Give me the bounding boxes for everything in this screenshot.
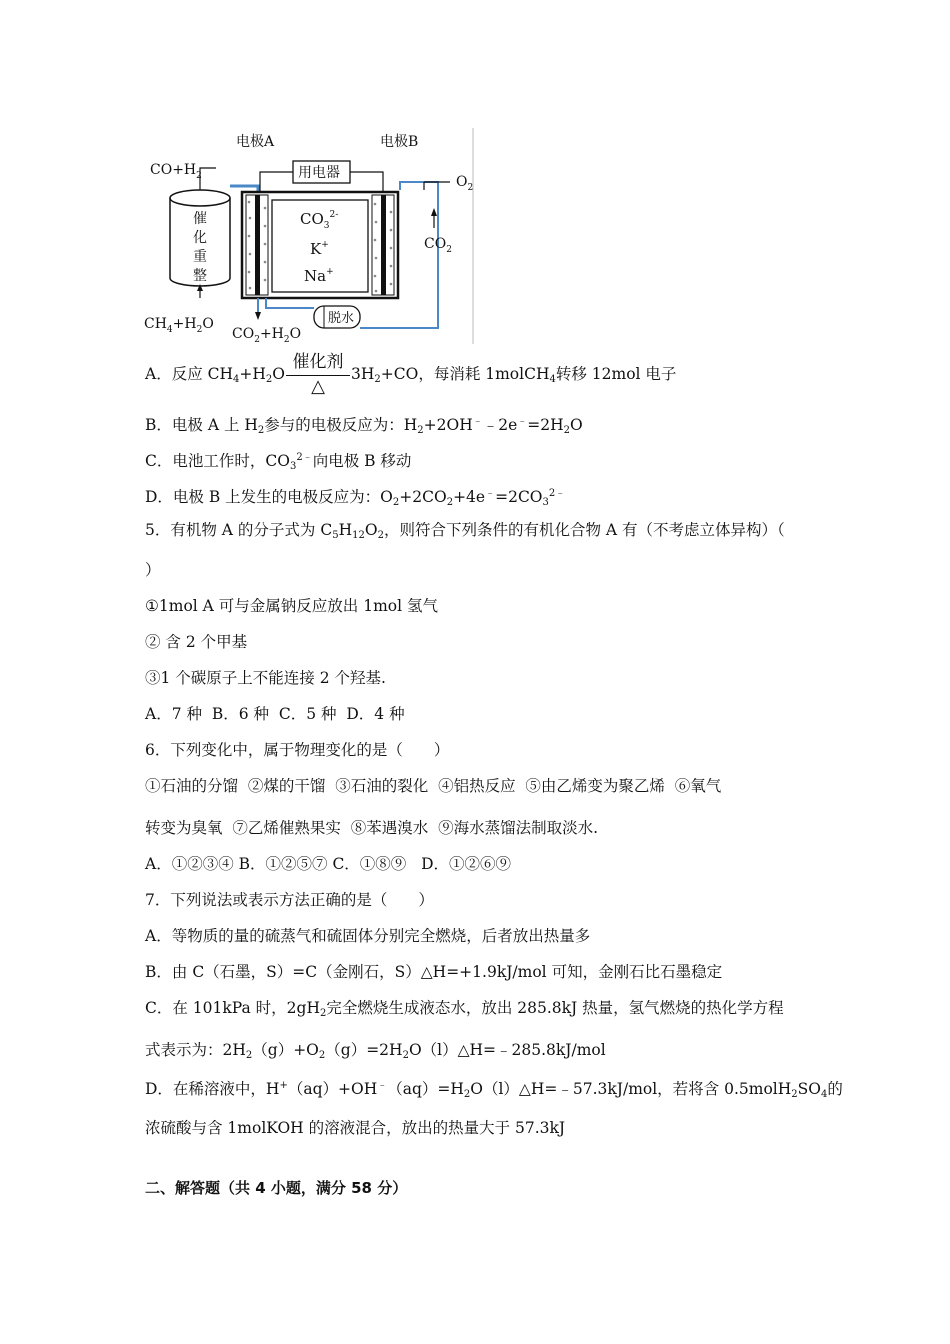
label-electrode-b: 电极B <box>380 134 419 150</box>
q7-option-b: B．由 C（石墨，S）=C（金刚石，S）△H=+1.9kJ/mol 可知，金刚石比石墨稳定 <box>145 963 723 981</box>
label-co-h2: $CO+H_2$ <box>150 162 202 181</box>
label-dehydrate: 脱水 <box>328 311 355 326</box>
label-co2-recycle: $CO_2$ <box>424 236 452 255</box>
q7-stem: 7．下列说法或表示方法正确的是（ ） <box>145 891 434 909</box>
label-o2: $O_2$ <box>456 174 474 193</box>
reformer-char-3: 重 <box>193 249 207 265</box>
reformer-char-2: 化 <box>193 230 207 246</box>
q7-option-d-line2: 浓硫酸与含 1molKOH 的溶液混合，放出的热量大于 57.3kJ <box>145 1119 566 1137</box>
catalyst-fraction: $\frac{\text{催化剂}}{\triangle}$ <box>286 352 350 398</box>
option-b: B．电极 A 上 $H_2$参与的电极反应为：$H_2+2OH^﹣﹣2e^﹣=2H_2O$ <box>145 416 583 436</box>
label-ion-sodium: Na+ <box>304 267 334 285</box>
label-co2-h2o: $CO_2+H_2O$ <box>232 326 302 344</box>
q5-stem-close: ） <box>145 561 161 579</box>
q5-stem: 5．有机物 A 的分子式为 $C_5H_{12}O_2$，则符合下列条件的有机化合物 A 有（不考虑立体异构）（ <box>145 521 785 541</box>
q6-items-line1: ①石油的分馏 ②煤的干馏 ③石油的裂化 ④铝热反应 ⑤由乙烯变为聚乙烯 ⑥氧气 <box>145 777 722 795</box>
q7-option-d: D．在稀溶液中，$H^+(aq)+OH^﹣(aq)=H_2O(l)\triangle H=﹣57.3kJ$/mol，若将含 $0.5molH_2SO_4$的 <box>145 1080 843 1100</box>
q5-options: A．7 种 B．6 种 C．5 种 D．4 种 <box>145 705 405 723</box>
q7-option-c: C．在 101kPa 时，$2gH_2$完全燃烧生成液态水，放出 285.8kJ 热量，氢气燃烧的热化学方程 <box>145 999 784 1019</box>
option-c: C．电池工作时，$CO_3^{2﹣}$向电极 B 移动 <box>145 452 412 472</box>
option-a: A．反应 $CH_4+H_2O$ $\frac{\text{催化剂}}{\triangle}$ $3H_2+CO$，每消耗 1molCH$_4$转移 12mol 电子 <box>145 352 677 397</box>
label-electrode-a: 电极A <box>236 134 275 150</box>
q5-condition-2: ② 含 2 个甲基 <box>145 633 248 651</box>
label-ch4-h2o: $CH_4+H_2O$ <box>144 316 214 335</box>
label-appliance: 用电器 <box>298 165 340 181</box>
q6-options: A．①②③④ B．①②⑤⑦ C．①⑧⑨ D．①②⑥⑨ <box>145 855 512 873</box>
section-2-heading: 二、解答题（共 4 小题，满分 58 分） <box>145 1179 408 1197</box>
q6-stem: 6．下列变化中，属于物理变化的是（ ） <box>145 741 450 759</box>
label-ion-carbonate: $CO_3^{2-}$ <box>300 210 339 231</box>
q5-condition-1: ①1mol A 可与金属钠反应放出 1mol 氢气 <box>145 597 438 615</box>
reformer-char-1: 催 <box>193 211 207 227</box>
q7-option-c-line2: 式表示为：$2H_2(g)+O_2(g)=2H_2O(l)\triangle H=﹣285.8kJ$/mol <box>145 1041 606 1061</box>
option-d: D．电极 B 上发生的电极反应为：$O_2+2CO_2+4e^﹣=2CO_3^{2﹣}$ <box>145 488 566 508</box>
q7-option-a: A．等物质的量的硫蒸气和硫固体分别完全燃烧，后者放出热量多 <box>145 927 591 945</box>
fuel-cell-diagram <box>138 128 478 344</box>
q6-items-line2: 转变为臭氧 ⑦乙烯催熟果实 ⑧苯遇溴水 ⑨海水蒸馏法制取淡水. <box>145 819 598 837</box>
label-ion-potassium: K+ <box>310 240 329 258</box>
reformer-char-4: 整 <box>193 268 207 284</box>
q5-condition-3: ③1 个碳原子上不能连接 2 个羟基. <box>145 669 386 687</box>
